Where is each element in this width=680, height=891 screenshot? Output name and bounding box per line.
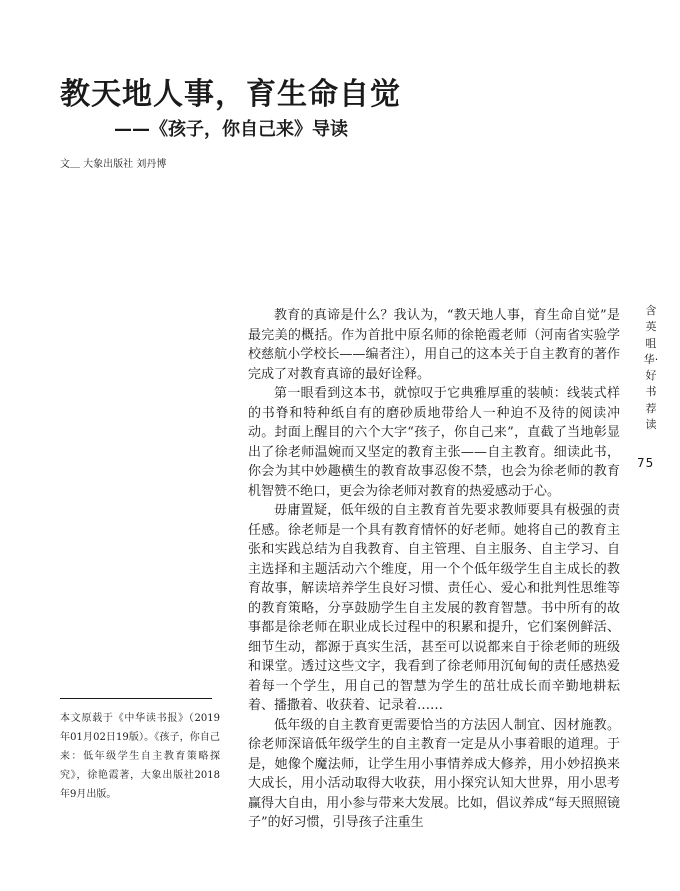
page-number: 75 — [637, 456, 655, 470]
paragraph-3: 毋庸置疑，低年级的自主教育首先要求教师要具有极强的责任感。徐老师是一个具有教育情怀的好老师。她将自己的教育主张和实践总结为自我教育、自主管理、自主服务、自主学习、自主选择和主题活动六个维度，用一个个低年级学生自主成长的教育故事，解读培养学生良好习惯、责任心、爱心和批判性思维等的教育策略，分享鼓励学生自主发展的教育智慧。书中所有的故事都是徐老师在职业成长过程中的积累和提升，它们案例鲜活、细节生动，都源于真实生活，甚至可以说都来自于徐老师的班级和课堂。透过这些文字，我看到了徐老师用沉甸甸的责任感热爱着每一个学生，用自己的智慧为学生的茁壮成长而辛勤地耕耘着、播撒着、收获着、记录着…… — [248, 503, 620, 713]
column-label: 含英咀华·好书荐读 — [643, 304, 659, 432]
paragraph-1: 教育的真谛是什么？我认为，“教天地人事，育生命自觉”是最完美的概括。作为首批中原名师的徐艳霞老师（河南省实验学校慈航小学校长——编者注），用自己的这本关于自主教育的著作完成了对教育真谛的最好诠释。 — [248, 308, 620, 382]
article-title: 教天地人事，育生命自觉 — [60, 77, 401, 112]
source-footnote: 本文原载于《中华读书报》（2019年01月02日19版）。《孩子，你自己来：低年级学生自主教育策略探究》，徐艳霞著，大象出版社2018年9月出版。 — [60, 713, 220, 800]
author-byline: 文＿ 大象出版社 刘丹博 — [60, 159, 167, 170]
article-body — [248, 306, 620, 833]
paragraph-2: 第一眼看到这本书，就惊叹于它典雅厚重的装帧：线装式样的书脊和特种纸自有的磨砂质地带给人一种迫不及待的阅读冲动。封面上醒目的六个大字“孩子，你自己来”，直截了当地彰显出了徐老师温婉而又坚定的教育主张——自主教育。细读此书，你会为其中妙趣横生的教育故事忍俊不禁，也会为徐老师的教育机智赞不绝口，更会为徐老师对教育的热爱感动于心。 — [248, 386, 620, 499]
paragraph-4: 低年级的自主教育更需要恰当的方法因人制宜、因材施教。徐老师深谙低年级学生的自主教育一定是从小事着眼的道理。于是，她像个魔法师，让学生用小事情养成大修养，用小妙招换来大成长，用小活动取得大收获，用小探究认知大世界，用小思考赢得大自由，用小参与带来大发展。比如，倡议养成“每天照照镜子”的好习惯，引导孩子注重生 — [248, 717, 620, 830]
article-subtitle: ——《孩子，你自己来》导读 — [114, 119, 348, 140]
footnote-divider — [60, 698, 212, 699]
